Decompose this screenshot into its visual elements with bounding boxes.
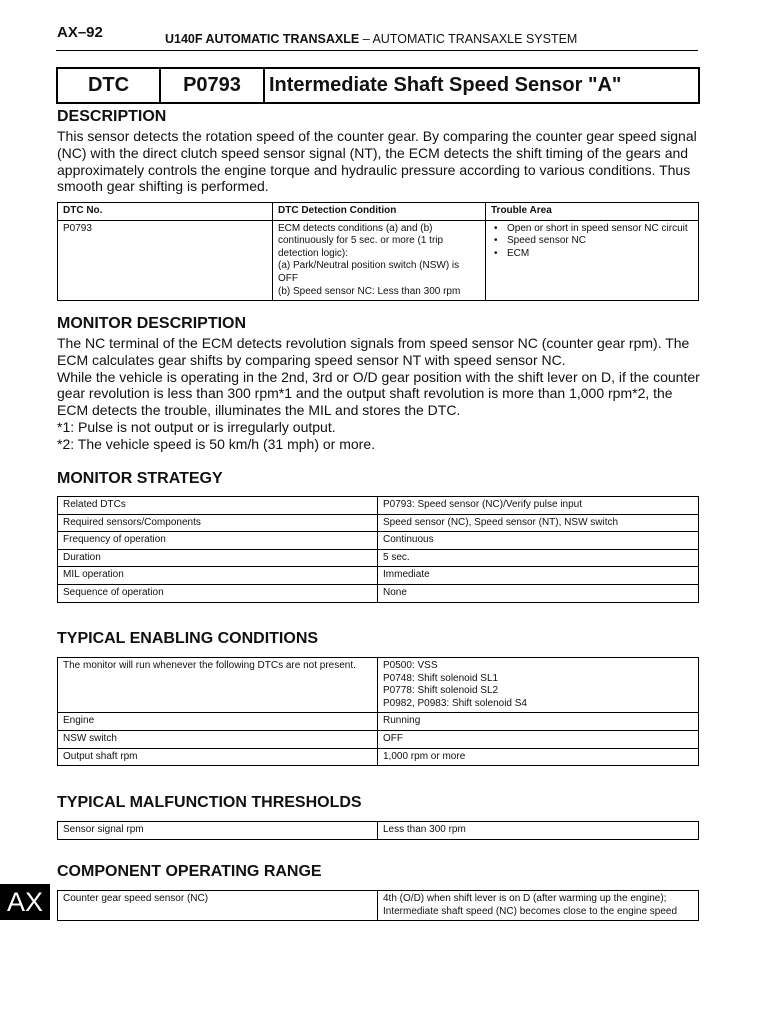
table-row — [58, 891, 699, 921]
monitor-description-text — [57, 335, 707, 453]
table-row — [58, 658, 699, 713]
heading-description: DESCRIPTION — [57, 108, 167, 125]
row-value: Immediate — [378, 567, 699, 585]
row-label: Required sensors/Components — [58, 514, 378, 532]
value-line: 4th (O/D) when shift lever is on D (after warming up the engine); — [383, 893, 667, 904]
condition-line: (a) Park/Neutral position switch (NSW) is OFF — [278, 260, 460, 284]
trouble-area-list — [491, 223, 693, 261]
paragraph-line: The NC terminal of the ECM detects revolution signals from speed sensor NC (counter gear rpm). The ECM calculates gear shifts by comparing speed sensor NT with speed sensor NC. — [57, 335, 690, 368]
heading-monitor-strategy: MONITOR STRATEGY — [57, 470, 223, 487]
row-label: Sequence of operation — [58, 584, 378, 602]
col-header-detection-condition: DTC Detection Condition — [273, 203, 486, 221]
trouble-area-cell — [486, 220, 699, 301]
enabling-conditions-table — [57, 657, 699, 766]
row-label: Counter gear speed sensor (NC) — [58, 891, 378, 921]
monitor-strategy-table — [57, 496, 699, 603]
row-value: 1,000 rpm or more — [378, 748, 699, 766]
table-row — [58, 713, 699, 731]
heading-malfunction-thresholds: TYPICAL MALFUNCTION THRESHOLDS — [57, 794, 362, 811]
row-label: NSW switch — [58, 730, 378, 748]
table-row — [58, 567, 699, 585]
running-header — [165, 32, 577, 46]
row-label: Duration — [58, 549, 378, 567]
row-value: Running — [378, 713, 699, 731]
malfunction-thresholds-table — [57, 821, 699, 840]
dtc-label: DTC — [58, 69, 161, 102]
detection-condition-cell — [273, 220, 486, 301]
paragraph-line: While the vehicle is operating in the 2nd, 3rd or O/D gear position with the shift lever on D, if the counter gear revolution is less than 300 rpm*1 and the output shaft revolution is more than 1,000 rpm*2, the ECM detects the trouble, illuminates the MIL and stores the DTC. — [57, 368, 700, 419]
dtc-title-box — [56, 67, 700, 104]
page-number: AX–92 — [57, 24, 103, 41]
table-row — [58, 748, 699, 766]
row-label: Engine — [58, 713, 378, 731]
table-row — [58, 584, 699, 602]
table-row — [58, 532, 699, 550]
condition-line: (b) Speed sensor NC: Less than 300 rpm — [278, 285, 461, 297]
condition-line: ECM detects conditions (a) and (b) continuously for 5 sec. or more (1 trip detection logic): — [278, 222, 444, 259]
row-label: The monitor will run whenever the following DTCs are not present. — [58, 658, 378, 713]
row-value: None — [378, 584, 699, 602]
row-label: Output shaft rpm — [58, 748, 378, 766]
dtc-number-cell: P0793 — [58, 220, 273, 301]
table-row — [58, 549, 699, 567]
section-tab: AX — [0, 884, 50, 920]
dtc-detection-table — [57, 202, 699, 301]
heading-enabling-conditions: TYPICAL ENABLING CONDITIONS — [57, 630, 319, 647]
header-rule — [56, 50, 698, 51]
table-row — [58, 514, 699, 532]
dtc-line: P0500: VSS — [383, 660, 438, 671]
description-text: This sensor detects the rotation speed of the counter gear. By comparing the counter gear speed signal (NC) with the direct clutch speed sensor signal (NT), the ECM detects the shift timing of the gears and approximately controls the engine torque and hydraulic pressure according to various conditions. Thus smooth gear shifting is performed. — [57, 128, 697, 195]
table-header-row — [58, 203, 699, 221]
footnote-2: *2: The vehicle speed is 50 km/h (31 mph) or more. — [57, 435, 376, 452]
col-header-dtc-no: DTC No. — [58, 203, 273, 221]
col-header-trouble-area: Trouble Area — [486, 203, 699, 221]
value-line: Intermediate shaft speed (NC) becomes close to the engine speed — [383, 905, 678, 917]
row-label: Frequency of operation — [58, 532, 378, 550]
running-header-bold: U140F AUTOMATIC TRANSAXLE — [165, 32, 360, 46]
row-value: Speed sensor (NC), Speed sensor (NT), NSW switch — [378, 514, 699, 532]
table-row — [58, 220, 699, 301]
dtc-line: P0778: Shift solenoid SL2 — [383, 685, 499, 697]
row-label: MIL operation — [58, 567, 378, 585]
table-row — [58, 822, 699, 840]
table-row — [58, 497, 699, 515]
dtc-title: Intermediate Shaft Speed Sensor "A" — [269, 74, 622, 96]
dtc-code: P0793 — [161, 69, 265, 102]
dtc-line: P0748: Shift solenoid SL1 — [383, 672, 499, 684]
row-value: P0793: Speed sensor (NC)/Verify pulse input — [378, 497, 699, 515]
row-value: Continuous — [378, 532, 699, 550]
list-item: • ECM — [491, 248, 693, 261]
list-item: • Open or short in speed sensor NC circuit — [491, 223, 693, 236]
row-value: 5 sec. — [378, 549, 699, 567]
running-header-rest: – AUTOMATIC TRANSAXLE SYSTEM — [359, 32, 578, 46]
list-item: • Speed sensor NC — [491, 235, 693, 248]
row-value — [378, 891, 699, 921]
row-value: OFF — [378, 730, 699, 748]
footnote-1: *1: Pulse is not output or is irregularly output. — [57, 418, 336, 435]
table-row — [58, 730, 699, 748]
dtc-line: P0982, P0983: Shift solenoid S4 — [383, 697, 527, 709]
heading-monitor-description: MONITOR DESCRIPTION — [57, 315, 247, 332]
operating-range-table — [57, 890, 699, 921]
row-label: Related DTCs — [58, 497, 378, 515]
row-value: Less than 300 rpm — [378, 822, 699, 840]
row-label: Sensor signal rpm — [58, 822, 378, 840]
heading-operating-range: COMPONENT OPERATING RANGE — [57, 863, 322, 880]
row-value — [378, 658, 699, 713]
